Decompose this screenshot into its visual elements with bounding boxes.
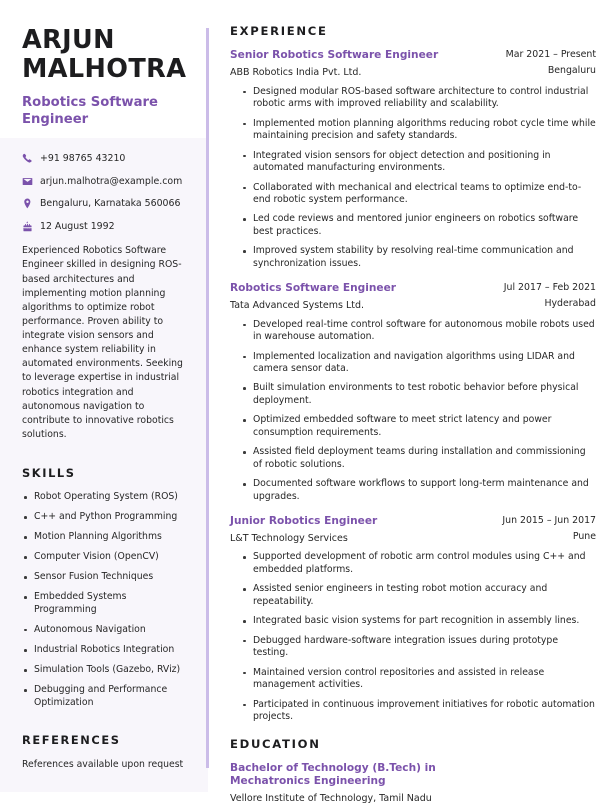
education-entry (230, 762, 596, 805)
contact-value-location: Bengaluru, Karnataka 560066 (40, 198, 181, 210)
job-role: Robotics Software Engineer (230, 281, 397, 294)
job-dates: Mar 2021 – Present (505, 49, 596, 60)
job-bullet-list (230, 319, 596, 504)
job-location: Pune (572, 531, 596, 543)
experience-entry (230, 515, 596, 724)
education-degree: Bachelor of Technology (B.Tech) in Mechatronics Engineering (230, 762, 436, 788)
contact-value-email: arjun.malhotra@example.com (40, 175, 183, 187)
job-role: Senior Robotics Software Engineer (230, 49, 439, 61)
list-item: Embedded Systems Programming (22, 591, 190, 616)
contact-item-email (22, 176, 190, 188)
contact-item-phone (22, 153, 190, 165)
location-pin-icon (22, 198, 33, 209)
list-item: Participated in continuous improvement initiatives for robotic automation projects. (242, 699, 596, 724)
list-item: Assisted field deployment teams during installation and commissioning of robotic solutions. (242, 446, 596, 471)
job-bullet-list (230, 551, 596, 724)
list-item: Developed real-time control software for autonomous mobile robots used in warehouse automation. (242, 319, 596, 344)
education-school: Vellore Institute of Technology, Tamil Nadu (230, 792, 432, 804)
references-text: References available upon request (22, 759, 184, 771)
skills-list (22, 491, 190, 709)
list-item: Debugging and Performance Optimization (22, 684, 190, 709)
list-item: Designed modular ROS-based software architecture to control industrial robotic arms with improved reliability and scalability. (242, 86, 596, 111)
list-item: Computer Vision (OpenCV) (22, 551, 190, 564)
list-item: Motion Planning Algorithms (22, 531, 190, 544)
list-item: Robot Operating System (ROS) (22, 491, 190, 504)
job-dates: Jun 2015 – Jun 2017 (502, 514, 596, 526)
email-icon (22, 176, 33, 187)
experience-entry (230, 49, 596, 271)
list-item: Maintained version control repositories and assisted in release management activities. (242, 667, 596, 692)
main-column (208, 0, 612, 804)
skills-heading: SKILLS (22, 466, 76, 481)
contact-list (22, 153, 190, 233)
job-dates: Jul 2017 – Feb 2021 (503, 281, 596, 293)
list-item: Built simulation environments to test robotic behavior before physical deployment. (242, 382, 596, 407)
list-item: Simulation Tools (Gazebo, RViz) (22, 664, 190, 677)
contact-value-birthday: 12 August 1992 (40, 221, 115, 233)
job-company: ABB Robotics India Pvt. Ltd. (230, 66, 362, 78)
job-location: Hyderabad (544, 298, 596, 310)
candidate-job-title: Robotics Software Engineer (22, 95, 158, 128)
list-item: Optimized embedded software to meet strict latency and power consumption requirements. (242, 414, 596, 439)
list-item: Industrial Robotics Integration (22, 644, 190, 657)
job-location: Bengaluru (547, 65, 596, 77)
list-item: Implemented localization and navigation algorithms using LIDAR and camera sensor data. (242, 351, 596, 376)
list-item: Assisted senior engineers in testing robot motion accuracy and repeatability. (242, 583, 596, 608)
experience-entry-header (230, 282, 596, 312)
list-item: Sensor Fusion Techniques (22, 571, 190, 584)
experience-entry-header (230, 49, 596, 79)
list-item: Integrated basic vision systems for part recognition in assembly lines. (242, 615, 596, 628)
profile-summary: Experienced Robotics Software Engineer skilled in designing ROS-based architectures and implementing motion planning algorithms to optimize robot performance. Proven ability to integrate vision sensors and enhance system reliability in automated environments. Seeking to leverage expertise in industrial robotics integration and autonomous navigation to contribute to innovative robotics solutions. (22, 245, 183, 440)
phone-icon (22, 153, 33, 164)
list-item: Documented software workflows to support long-term maintenance and upgrades. (242, 478, 596, 503)
job-company: Tata Advanced Systems Ltd. (230, 299, 365, 311)
list-item: Debugged hardware-software integration issues during prototype testing. (242, 635, 596, 660)
list-item: Led code reviews and mentored junior engineers on robotics software best practices. (242, 213, 596, 238)
job-bullet-list (230, 86, 596, 271)
contact-item-location (22, 198, 190, 210)
sidebar (0, 0, 208, 792)
birthday-cake-icon (22, 221, 33, 232)
job-company: L&T Technology Services (230, 532, 348, 544)
list-item: Improved system stability by resolving real-time communication and synchronization issues. (242, 245, 596, 270)
contact-item-birthday (22, 221, 190, 233)
list-item: Implemented motion planning algorithms reducing robot cycle time while maintaining precision and safety standards. (242, 118, 596, 143)
experience-heading: EXPERIENCE (230, 24, 328, 38)
experience-entry-header (230, 515, 596, 545)
contact-value-phone: +91 98765 43210 (40, 152, 126, 164)
experience-entry (230, 282, 596, 504)
candidate-name: ARJUN MALHOTRA (22, 25, 187, 85)
list-item: Collaborated with mechanical and electrical teams to optimize end-to-end robotic system performance. (242, 182, 596, 207)
list-item: Supported development of robotic arm control modules using C++ and embedded platforms. (242, 551, 596, 576)
references-heading: REFERENCES (22, 733, 121, 748)
job-role: Junior Robotics Engineer (230, 514, 378, 527)
list-item: C++ and Python Programming (22, 511, 190, 524)
list-item: Autonomous Navigation (22, 624, 190, 637)
education-heading: EDUCATION (230, 737, 321, 752)
list-item: Integrated vision sensors for object detection and positioning in automated manufacturing environments. (242, 150, 596, 175)
